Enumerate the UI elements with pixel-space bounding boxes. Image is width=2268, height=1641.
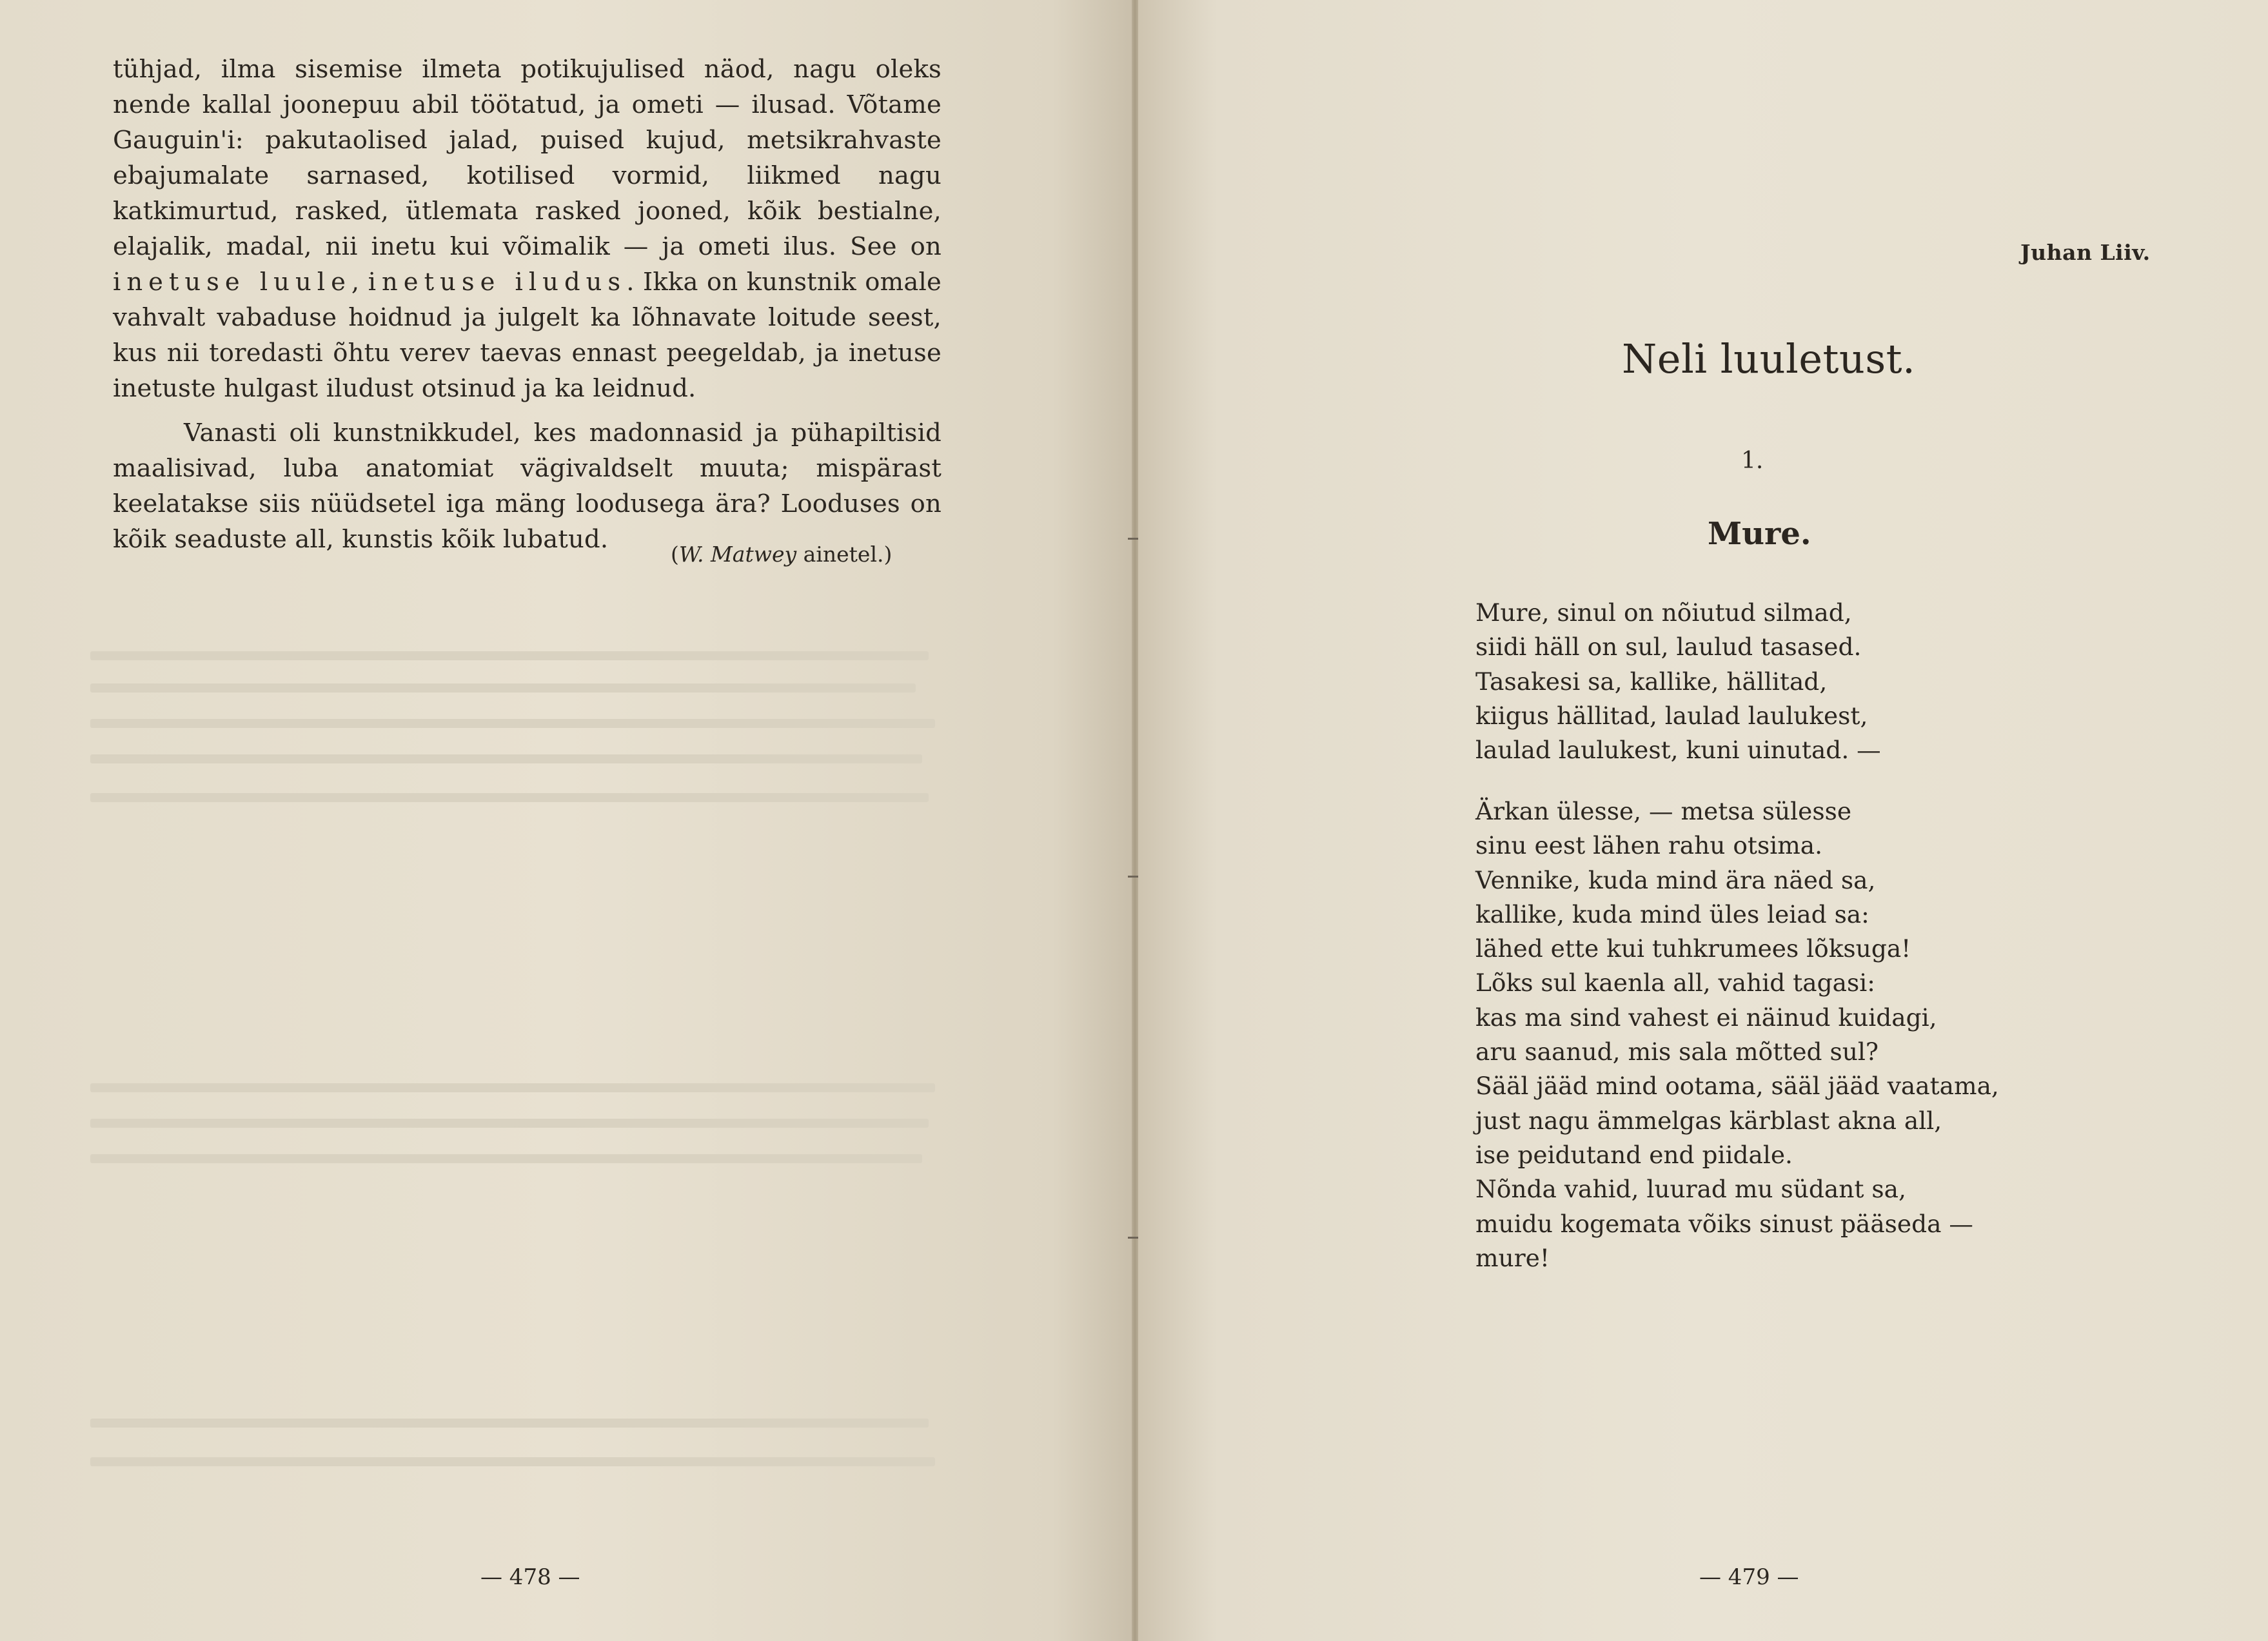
show-through-line (90, 793, 929, 802)
show-through-line (90, 1154, 922, 1163)
emphasis-inetuse-iludus: inetuse iludus (368, 268, 627, 297)
show-through-line (90, 1457, 935, 1466)
poem-stanza-1 (1475, 596, 1881, 767)
show-through-line (90, 651, 929, 660)
emphasis-inetuse-luule: inetuse luule (113, 268, 351, 297)
poem-line: ise peidutand end piidale. (1475, 1140, 1793, 1169)
poem-line: siidi häll on sul, laulud tasased. (1475, 633, 1862, 662)
book-gutter (1132, 0, 1138, 1641)
poem-line: Nõnda vahid, luurad mu südant sa, (1475, 1175, 1906, 1204)
source-attribution (671, 539, 892, 570)
source-translator: W. Matwey (678, 542, 797, 567)
poem-line: Sääl jääd mind ootama, sääl jääd vaatama, (1475, 1072, 1999, 1101)
poem-line: sinu eest lähen rahu otsima. (1475, 831, 1823, 860)
show-through-line (90, 1119, 929, 1128)
poem-line: Lõks sul kaenla all, vahid tagasi: (1475, 968, 1875, 997)
poem-line: Tasakesi sa, kallike, hällitad, (1475, 667, 1828, 696)
poem-line: Vennike, kuda mind ära näed sa, (1475, 865, 1876, 894)
page-number-left: — 478 — (480, 1564, 580, 1590)
poem-line: laulad laulukest, kuni uinutad. — (1475, 736, 1881, 765)
show-through-line (90, 683, 916, 693)
show-through-line (90, 719, 935, 728)
poem-line: mure! (1475, 1243, 1550, 1272)
poem-line: aru saanud, mis sala mõtted sul? (1475, 1037, 1878, 1066)
poem-line: lähed ette kui tuhkrumees lõksuga! (1475, 934, 1911, 963)
poem-stanza-2 (1475, 794, 1999, 1275)
poem-line: kas ma sind vahest ei näinud kuidagi, (1475, 1003, 1937, 1032)
poem-line: Mure, sinul on nõiutud silmad, (1475, 598, 1852, 627)
paragraph-1-text-c: . Ikka on kunstnik omale vahvalt vabaduse hoidnud ja julgelt ka lõhnavate loitude seest, kus nii toredasti õhtu verev taevas ennast peegeldab, ja inetuse inetuste hulgast iludust otsinud ja ka leidnud. (113, 268, 942, 403)
show-through-line (90, 1083, 935, 1092)
cycle-title: Neli luuletust. (1622, 335, 1916, 382)
paragraph-2: Vanasti oli kunstnikkudel, kes madonnasid ja pühapiltisid maalisivad, luba anatomiat vägivaldselt muuta; mispärast keelatakse siis nüüdsetel iga mäng loodusega ära? Looduses on kõik seaduste all, kunstis kõik lubatud. (113, 418, 942, 554)
author-name: Juhan Liiv. (2020, 240, 2151, 265)
poem-line: kiigus hällitad, laulad laulukest, (1475, 701, 1868, 730)
poem-number: 1. (1741, 447, 1764, 474)
poem-line: just nagu ämmelgas kärblast akna all, (1475, 1106, 1942, 1135)
source-open-paren: ( (671, 542, 679, 567)
show-through-line (90, 1419, 929, 1428)
show-through-line (90, 754, 922, 763)
paragraph-1 (113, 52, 942, 406)
poem-line: muidu kogemata võiks sinust pääseda — (1475, 1209, 1973, 1238)
poem-line: Ärkan ülesse, — metsa sülesse (1475, 797, 1852, 825)
page-number-right: — 479 — (1699, 1564, 1799, 1590)
poem-title: Mure. (1708, 516, 1811, 552)
paragraph-1-text-a: tühjad, ilma sisemise ilmeta potikujulised näod, nagu oleks nende kallal joonepuu abil töötatud, ja ometi — ilusad. Võtame Gauguin'i: pakutaolised jalad, puised kujud, metsikrahvaste ebajumalate sarnased, kotilised vormid, liikmed nagu katkimurtud, rasked, ütlemata rasked jooned, kõik bestialne, elajalik, madal, nii inetu kui võimalik — ja ometi ilus. See on (113, 55, 942, 261)
article-text (113, 52, 942, 557)
poem-line: kallike, kuda mind üles leiad sa: (1475, 899, 1869, 929)
paragraph-1-text-b: , (351, 268, 368, 297)
left-page (0, 0, 1132, 1641)
source-rest: ainetel.) (796, 542, 892, 567)
